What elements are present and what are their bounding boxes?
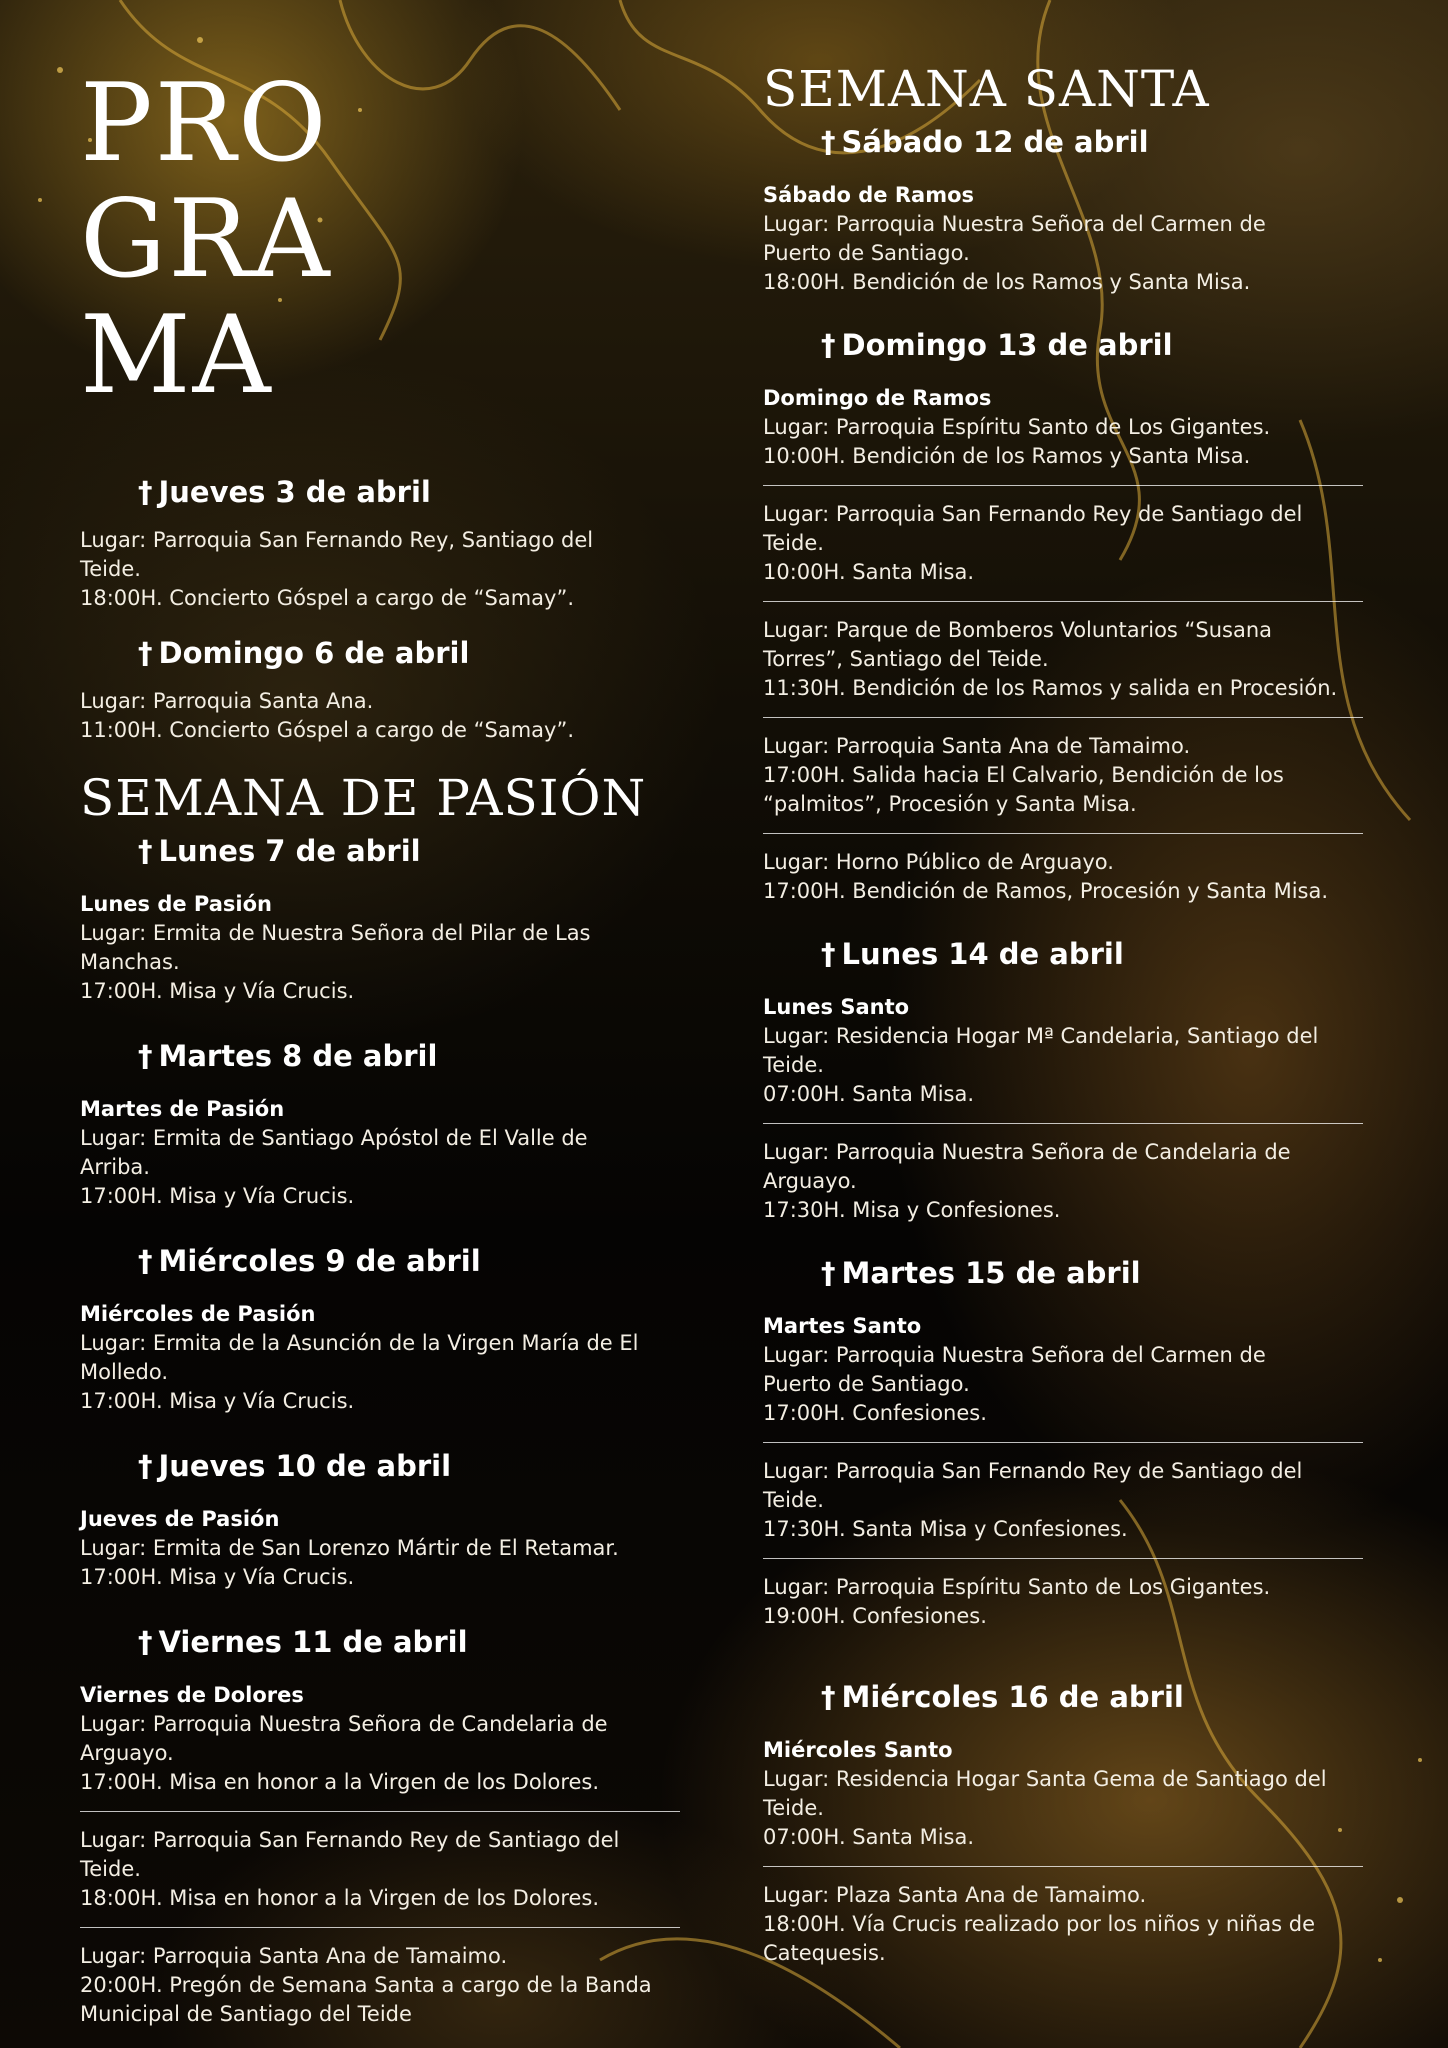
liturgical-day-name: Lunes de Pasión bbox=[80, 892, 272, 916]
day-heading bbox=[138, 1038, 680, 1074]
day-heading-label: Martes 15 de abril bbox=[841, 1256, 1141, 1290]
entry-divider bbox=[80, 1811, 680, 1812]
event-line: Lugar: Parroquia Nuestra Señora del Carmen de bbox=[763, 212, 1266, 236]
cross-icon: † bbox=[821, 1256, 836, 1290]
cross-icon: † bbox=[138, 1039, 153, 1073]
cross-icon: † bbox=[138, 1244, 153, 1278]
event-line: Arguayo. bbox=[763, 1169, 857, 1193]
entry-divider bbox=[763, 833, 1363, 834]
event-line: 20:00H. Pregón de Semana Santa a cargo de la Banda bbox=[80, 1973, 652, 1997]
event-line: Lugar: Parroquia Nuestra Señora del Carmen de bbox=[763, 1343, 1266, 1367]
event-line: 18:00H. Bendición de los Ramos y Santa Misa. bbox=[763, 270, 1251, 294]
event-line: Manchas. bbox=[80, 950, 180, 974]
liturgical-day-name: Sábado de Ramos bbox=[763, 183, 975, 207]
day-heading bbox=[138, 1448, 680, 1484]
event-line: Teide. bbox=[763, 1053, 824, 1077]
event-line: Arriba. bbox=[80, 1155, 150, 1179]
event-line: Lugar: Parroquia San Fernando Rey de Santiago del bbox=[763, 1459, 1303, 1483]
left-column bbox=[80, 60, 680, 2029]
programa-line: MA bbox=[80, 293, 273, 418]
day-heading-label: Viernes 11 de abril bbox=[158, 1625, 468, 1659]
event-line: Lugar: Parroquia Santa Ana. bbox=[80, 689, 374, 713]
event-line: 17:00H. Misa y Vía Crucis. bbox=[80, 1184, 355, 1208]
entry-divider bbox=[763, 1558, 1363, 1559]
cross-icon: † bbox=[138, 475, 153, 509]
section-title-semana-de-pasion: SEMANA DE PASIÓN bbox=[80, 769, 647, 827]
event-line: Lugar: Residencia Hogar Santa Gema de Santiago del bbox=[763, 1767, 1327, 1791]
event-line: Torres”, Santiago del Teide. bbox=[763, 647, 1049, 671]
day-heading bbox=[821, 327, 1363, 363]
cross-icon: † bbox=[821, 125, 836, 159]
event-line: 17:00H. Misa y Vía Crucis. bbox=[80, 1565, 355, 1589]
event-line: 17:00H. Misa en honor a la Virgen de los Dolores. bbox=[80, 1770, 600, 1794]
programa-line: GRA bbox=[80, 177, 332, 302]
event-line: 11:00H. Concierto Góspel a cargo de “Samay”. bbox=[80, 718, 575, 742]
cross-icon: † bbox=[138, 636, 153, 670]
cross-icon: † bbox=[821, 328, 836, 362]
liturgical-day-name: Domingo de Ramos bbox=[763, 386, 992, 410]
entry-divider bbox=[763, 1123, 1363, 1124]
event-line: Lugar: Ermita de la Asunción de la Virgen María de El bbox=[80, 1331, 639, 1355]
cross-icon: † bbox=[138, 1449, 153, 1483]
event-line: Lugar: Parroquia Santa Ana de Tamaimo. bbox=[80, 1944, 508, 1968]
event-line: 19:00H. Confesiones. bbox=[763, 1604, 987, 1628]
entry-divider bbox=[80, 1927, 680, 1928]
section-title-semana-santa: SEMANA SANTA bbox=[763, 60, 1210, 118]
event-line: Lugar: Parroquia Espíritu Santo de Los Gigantes. bbox=[763, 1575, 1271, 1599]
event-line: Lugar: Plaza Santa Ana de Tamaimo. bbox=[763, 1883, 1147, 1907]
day-heading bbox=[821, 1255, 1363, 1291]
event-line: Teide. bbox=[763, 531, 824, 555]
day-heading-label: Martes 8 de abril bbox=[158, 1039, 438, 1073]
event-line: Lugar: Horno Público de Arguayo. bbox=[763, 850, 1114, 874]
event-line: Lugar: Parroquia Nuestra Señora de Candelaria de bbox=[763, 1140, 1291, 1164]
day-heading-label: Domingo 13 de abril bbox=[841, 328, 1173, 362]
entry-divider bbox=[763, 1866, 1363, 1867]
programa-title bbox=[80, 61, 680, 418]
day-heading-label: Miércoles 9 de abril bbox=[158, 1244, 481, 1278]
event-line: Puerto de Santiago. bbox=[763, 241, 970, 265]
day-heading-label: Domingo 6 de abril bbox=[158, 636, 470, 670]
event-line: 10:00H. Santa Misa. bbox=[763, 560, 975, 584]
liturgical-day-name: Lunes Santo bbox=[763, 995, 910, 1019]
event-line: Lugar: Parroquia Espíritu Santo de Los Gigantes. bbox=[763, 415, 1271, 439]
cross-icon: † bbox=[821, 1680, 836, 1714]
programa-line: PRO bbox=[80, 61, 329, 186]
day-heading-label: Lunes 14 de abril bbox=[841, 937, 1124, 971]
event-line: Lugar: Ermita de Santiago Apóstol de El Valle de bbox=[80, 1126, 588, 1150]
day-heading bbox=[821, 936, 1363, 972]
liturgical-day-name: Miércoles Santo bbox=[763, 1738, 953, 1762]
event-line: Puerto de Santiago. bbox=[763, 1372, 970, 1396]
cross-icon: † bbox=[138, 834, 153, 868]
entry-divider bbox=[763, 717, 1363, 718]
day-heading bbox=[821, 1679, 1363, 1715]
event-line: Teide. bbox=[763, 1488, 824, 1512]
event-line: Lugar: Parroquia San Fernando Rey, Santiago del bbox=[80, 528, 594, 552]
right-column bbox=[763, 60, 1363, 1968]
liturgical-day-name: Viernes de Dolores bbox=[80, 1683, 304, 1707]
event-line: 17:00H. Misa y Vía Crucis. bbox=[80, 1389, 355, 1413]
event-line: Lugar: Ermita de San Lorenzo Mártir de El Retamar. bbox=[80, 1536, 619, 1560]
cross-icon: † bbox=[138, 1625, 153, 1659]
event-line: Lugar: Parque de Bomberos Voluntarios “Susana bbox=[763, 618, 1273, 642]
event-line: 18:00H. Concierto Góspel a cargo de “Samay”. bbox=[80, 586, 575, 610]
event-line: Molledo. bbox=[80, 1360, 169, 1384]
event-line: Municipal de Santiago del Teide bbox=[80, 2002, 412, 2026]
event-line: Lugar: Parroquia Santa Ana de Tamaimo. bbox=[763, 734, 1191, 758]
liturgical-day-name: Miércoles de Pasión bbox=[80, 1302, 316, 1326]
day-heading-label: Sábado 12 de abril bbox=[841, 125, 1149, 159]
event-line: 17:00H. Salida hacia El Calvario, Bendición de los bbox=[763, 763, 1284, 787]
event-line: Lugar: Parroquia Nuestra Señora de Candelaria de bbox=[80, 1712, 608, 1736]
event-line: 17:00H. Misa y Vía Crucis. bbox=[80, 979, 355, 1003]
day-heading-label: Jueves 10 de abril bbox=[158, 1449, 452, 1483]
event-line: Catequesis. bbox=[763, 1941, 886, 1965]
event-line: 10:00H. Bendición de los Ramos y Santa Misa. bbox=[763, 444, 1251, 468]
event-line: Lugar: Parroquia San Fernando Rey de Santiago del bbox=[80, 1828, 620, 1852]
entry-divider bbox=[763, 1442, 1363, 1443]
event-line: Arguayo. bbox=[80, 1741, 174, 1765]
entry-divider bbox=[763, 601, 1363, 602]
event-line: 07:00H. Santa Misa. bbox=[763, 1825, 975, 1849]
cross-icon: † bbox=[821, 937, 836, 971]
day-heading-label: Lunes 7 de abril bbox=[158, 834, 421, 868]
event-line: 18:00H. Misa en honor a la Virgen de los Dolores. bbox=[80, 1886, 600, 1910]
day-heading bbox=[138, 635, 680, 671]
entry-divider bbox=[763, 485, 1363, 486]
day-heading bbox=[138, 833, 680, 869]
liturgical-day-name: Martes Santo bbox=[763, 1314, 922, 1338]
liturgical-day-name: Jueves de Pasión bbox=[80, 1507, 280, 1531]
event-line: 17:30H. Misa y Confesiones. bbox=[763, 1198, 1061, 1222]
day-heading-label: Miércoles 16 de abril bbox=[841, 1680, 1184, 1714]
event-line: Teide. bbox=[763, 1796, 824, 1820]
day-heading-label: Jueves 3 de abril bbox=[158, 475, 431, 509]
event-line: Lugar: Residencia Hogar Mª Candelaria, Santiago del bbox=[763, 1024, 1319, 1048]
event-line: 07:00H. Santa Misa. bbox=[763, 1082, 975, 1106]
event-line: 17:30H. Santa Misa y Confesiones. bbox=[763, 1517, 1128, 1541]
event-line: 17:00H. Confesiones. bbox=[763, 1401, 987, 1425]
event-line: Teide. bbox=[80, 1857, 141, 1881]
event-line: 17:00H. Bendición de Ramos, Procesión y Santa Misa. bbox=[763, 879, 1329, 903]
liturgical-day-name: Martes de Pasión bbox=[80, 1097, 285, 1121]
event-line: 18:00H. Vía Crucis realizado por los niños y niñas de bbox=[763, 1912, 1316, 1936]
event-line: 11:30H. Bendición de los Ramos y salida en Procesión. bbox=[763, 676, 1338, 700]
event-line: Lugar: Ermita de Nuestra Señora del Pilar de Las bbox=[80, 921, 591, 945]
event-line: Lugar: Parroquia San Fernando Rey de Santiago del bbox=[763, 502, 1303, 526]
event-line: “palmitos”, Procesión y Santa Misa. bbox=[763, 792, 1137, 816]
day-heading bbox=[821, 124, 1363, 160]
event-line: Teide. bbox=[80, 557, 141, 581]
day-heading bbox=[138, 1624, 680, 1660]
day-heading bbox=[138, 1243, 680, 1279]
day-heading bbox=[138, 474, 680, 510]
